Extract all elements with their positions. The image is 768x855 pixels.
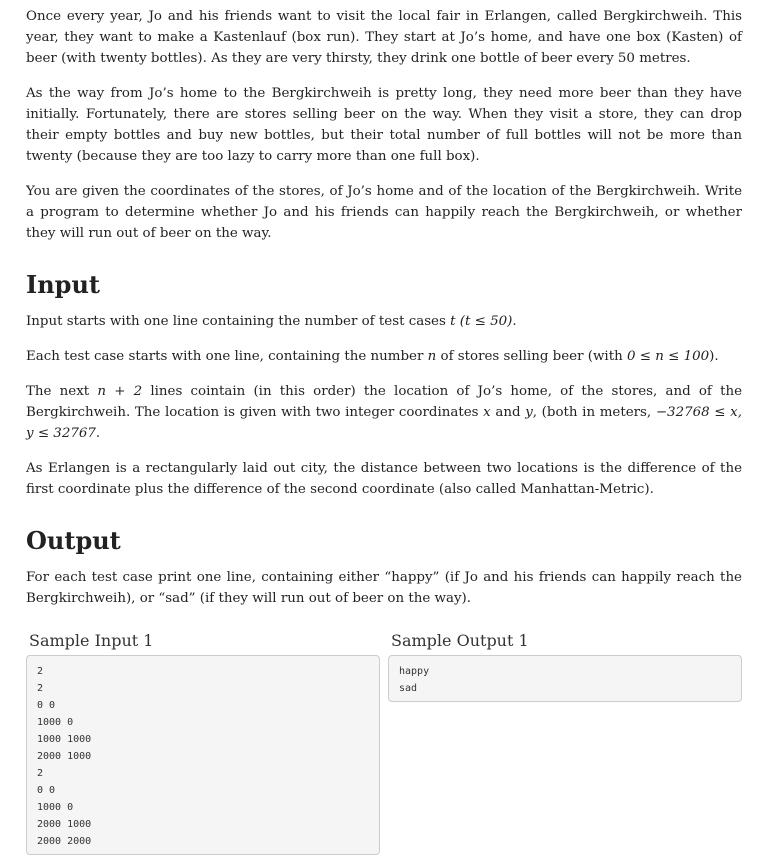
input-p2-text: Each test case starts with one line, containing the number bbox=[26, 349, 424, 364]
input-p3-range: −32768 ≤ x, y ≤ 32767 bbox=[26, 405, 742, 441]
samples-row bbox=[26, 631, 742, 855]
input-heading: Input bbox=[26, 270, 100, 299]
input-p3-start: The next bbox=[26, 384, 90, 399]
sample-output-box[interactable] bbox=[388, 655, 742, 702]
sample-input-box[interactable] bbox=[26, 655, 380, 855]
input-p3-y: y bbox=[525, 405, 533, 420]
input-p2-mid: of stores selling beer (with bbox=[440, 349, 623, 364]
input-p2-math: n bbox=[427, 349, 437, 364]
sample-input-line: 2000 1000 bbox=[37, 751, 92, 762]
input-p2-end: ). bbox=[709, 349, 719, 364]
input-p2-math2: 0 ≤ n ≤ 100 bbox=[626, 349, 710, 364]
sample-input-line: 2 bbox=[37, 683, 44, 694]
sample-input-line: 2000 2000 bbox=[37, 836, 92, 847]
input-p1-end: . bbox=[512, 314, 517, 329]
sample-input-line: 0 0 bbox=[37, 785, 56, 796]
input-paragraph-1 bbox=[26, 311, 742, 332]
sample-output-line: happy bbox=[399, 666, 430, 677]
sample-input-title: Sample Input 1 bbox=[29, 631, 154, 650]
sample-input-line: 2 bbox=[37, 666, 44, 677]
sample-output bbox=[388, 631, 742, 855]
input-p3-and: and bbox=[495, 405, 521, 420]
sample-input-line: 2000 1000 bbox=[37, 819, 92, 830]
input-p1-math: t (t ≤ 50) bbox=[450, 314, 513, 329]
input-p3-math: n + 2 bbox=[97, 384, 143, 399]
sample-output-line: sad bbox=[399, 683, 418, 694]
input-paragraph-2 bbox=[26, 346, 742, 367]
statement-paragraph-1: Once every year, Jo and his friends want to visit the local fair in Erlangen, called Bergkirchweih. This year, they want to make a Kastenlauf (box run). They start at Jo’s home, and have one box (Kasten) of beer (with twenty bottles). As they are very thirsty, they drink one bottle of beer every 50 metres. bbox=[26, 9, 742, 66]
sample-input-line: 2 bbox=[37, 768, 44, 779]
output-heading: Output bbox=[26, 526, 121, 555]
sample-input-line: 1000 1000 bbox=[37, 734, 92, 745]
input-p3-x: x bbox=[483, 405, 491, 420]
input-p3-mid: lines cointain (in this order) the location of Jo’s home, of the stores, and of the Bergkirchweih. The location is given with two integer coordinates bbox=[26, 384, 742, 420]
statement-paragraph-2: As the way from Jo’s home to the Bergkirchweih is pretty long, they need more beer than they have initially. Fortunately, there are stores selling beer on the way. When they visit a store, they can drop their empty bottles and buy new bottles, but their total number of full bottles will not be more than twenty (because they are too lazy to carry more than one full box). bbox=[26, 86, 742, 164]
input-p3-mid2: , (both in meters, bbox=[532, 405, 652, 420]
input-paragraph-3 bbox=[26, 381, 742, 444]
output-paragraph-1: For each test case print one line, containing either “happy” (if Jo and his friends can happily reach the Bergkirchweih), or “sad” (if they will run out of beer on the way). bbox=[26, 570, 742, 606]
statement-paragraph-3: You are given the coordinates of the stores, of Jo’s home and of the location of the Bergkirchweih. Write a program to determine whether Jo and his friends can happily reach the Bergkirchweih, or whether they will run out of beer on the way. bbox=[26, 184, 742, 241]
input-p3-end: . bbox=[95, 426, 101, 441]
sample-input-line: 1000 0 bbox=[37, 802, 74, 813]
sample-output-title: Sample Output 1 bbox=[391, 631, 529, 650]
input-paragraph-4: As Erlangen is a rectangularly laid out city, the distance between two locations is the difference of the first coordinate plus the difference of the second coordinate (also called Manhattan-Metric). bbox=[26, 461, 742, 497]
input-p1-text: Input starts with one line containing the number of test cases bbox=[26, 314, 446, 329]
sample-input-line: 0 0 bbox=[37, 700, 56, 711]
sample-input bbox=[26, 631, 380, 855]
sample-input-line: 1000 0 bbox=[37, 717, 74, 728]
